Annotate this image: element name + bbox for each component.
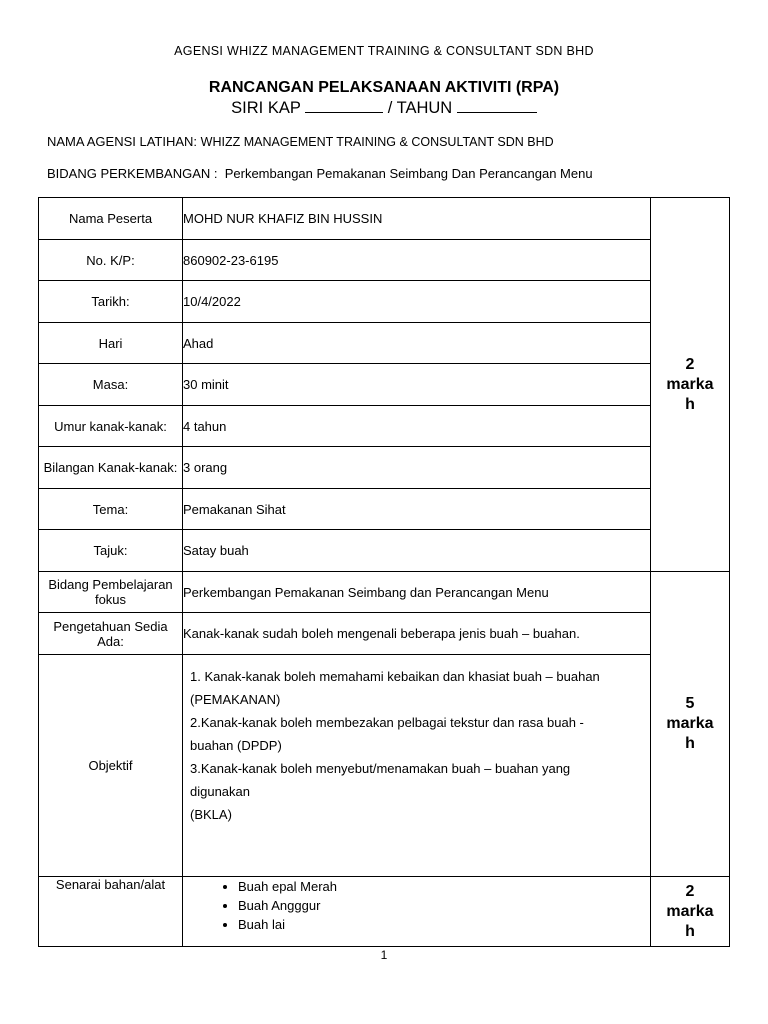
rpa-table <box>38 197 730 947</box>
row-label: Tema: <box>39 489 183 530</box>
row-label: Bidang Pembelajaran fokus <box>39 572 183 613</box>
bahan-content <box>183 877 651 947</box>
document-title: RANCANGAN PELAKSANAAN AKTIVITI (RPA) <box>208 79 560 96</box>
marks-word: marka <box>666 715 714 732</box>
bahan-label: Senarai bahan/alat <box>39 877 183 947</box>
page-number: 1 <box>380 948 388 962</box>
marks-word: marka <box>666 902 714 920</box>
objektif-line: digunakan <box>190 784 250 799</box>
siri-kap-blank <box>305 99 383 113</box>
siri-kap-line <box>0 99 768 118</box>
row-value: Perkembangan Pemakanan Seimbang dan Perancangan Menu <box>183 572 651 613</box>
marks-number: 5 <box>685 695 695 712</box>
marks-word: marka <box>666 375 714 393</box>
row-value: 30 minit <box>183 364 651 406</box>
row-label: Tajuk: <box>39 530 183 572</box>
marks-word-end: h <box>685 922 695 940</box>
bidang-perkembangan-line <box>47 166 593 181</box>
row-label: Masa: <box>39 364 183 406</box>
objektif-line: 2.Kanak-kanak boleh membezakan pelbagai tekstur dan rasa buah - <box>190 715 584 730</box>
objektif-line: (PEMAKANAN) <box>190 692 281 707</box>
marks-cell-2 <box>651 572 730 877</box>
row-label: No. K/P: <box>39 240 183 281</box>
table-row-objektif <box>39 655 730 877</box>
marks-number: 2 <box>685 355 695 373</box>
siri-kap-label: SIRI KAP <box>231 99 301 117</box>
row-value: 860902-23-6195 <box>183 240 651 281</box>
list-item: • Buah Angggur <box>238 896 650 915</box>
table-row <box>39 530 730 572</box>
row-label: Bilangan Kanak-kanak: <box>39 447 183 489</box>
row-value: Pemakanan Sihat <box>183 489 651 530</box>
table-row <box>39 281 730 323</box>
row-value: Kanak-kanak sudah boleh mengenali beberapa jenis buah – buahan. <box>183 613 651 655</box>
row-value: 4 tahun <box>183 406 651 447</box>
table-row <box>39 406 730 447</box>
table-row <box>39 489 730 530</box>
table-row <box>39 572 730 613</box>
table-row <box>39 447 730 489</box>
objektif-content <box>183 655 651 877</box>
nama-agensi-value: WHIZZ MANAGEMENT TRAINING & CONSULTANT SDN BHD <box>200 135 554 149</box>
tahun-label: / TAHUN <box>387 99 453 117</box>
row-value: Ahad <box>183 323 651 364</box>
nama-agensi-label: NAMA AGENSI LATIHAN: <box>47 134 198 149</box>
row-value: Satay buah <box>183 530 651 572</box>
marks-word-end: h <box>685 395 695 413</box>
marks-cell-3 <box>651 877 730 947</box>
objektif-line: 3.Kanak-kanak boleh menyebut/menamakan buah – buahan yang <box>190 761 571 776</box>
tahun-blank <box>457 99 537 113</box>
marks-number: 2 <box>685 882 695 900</box>
list-item: • Buah lai <box>238 915 650 934</box>
bidang-label: BIDANG PERKEMBANGAN : <box>47 166 218 181</box>
marks-cell-1 <box>651 198 730 572</box>
table-row <box>39 240 730 281</box>
row-label: Umur kanak-kanak: <box>39 406 183 447</box>
objektif-line: (BKLA) <box>190 807 232 822</box>
row-value: 3 orang <box>183 447 651 489</box>
agency-header: AGENSI WHIZZ MANAGEMENT TRAINING & CONSULTANT SDN BHD <box>174 44 594 58</box>
marks-word-end: h <box>685 735 695 752</box>
table-row <box>39 323 730 364</box>
table-row <box>39 364 730 406</box>
table-row <box>39 198 730 240</box>
table-row <box>39 613 730 655</box>
bahan-list <box>183 877 650 934</box>
row-label: Nama Peserta <box>39 198 183 240</box>
objektif-line: buahan (DPDP) <box>190 738 282 753</box>
row-label: Hari <box>39 323 183 364</box>
bidang-value: Perkembangan Pemakanan Seimbang Dan Perancangan Menu <box>224 166 593 181</box>
objektif-lines <box>183 655 650 826</box>
table-row-bahan <box>39 877 730 947</box>
row-value: MOHD NUR KHAFIZ BIN HUSSIN <box>183 198 651 240</box>
row-label: Pengetahuan Sedia Ada: <box>39 613 183 655</box>
list-item: • Buah epal Merah <box>238 877 650 896</box>
row-value: 10/4/2022 <box>183 281 651 323</box>
objektif-line: 1. Kanak-kanak boleh memahami kebaikan dan khasiat buah – buahan <box>190 669 600 684</box>
row-label: Tarikh: <box>39 281 183 323</box>
objektif-label: Objektif <box>39 655 183 877</box>
nama-agensi-line <box>47 134 554 149</box>
